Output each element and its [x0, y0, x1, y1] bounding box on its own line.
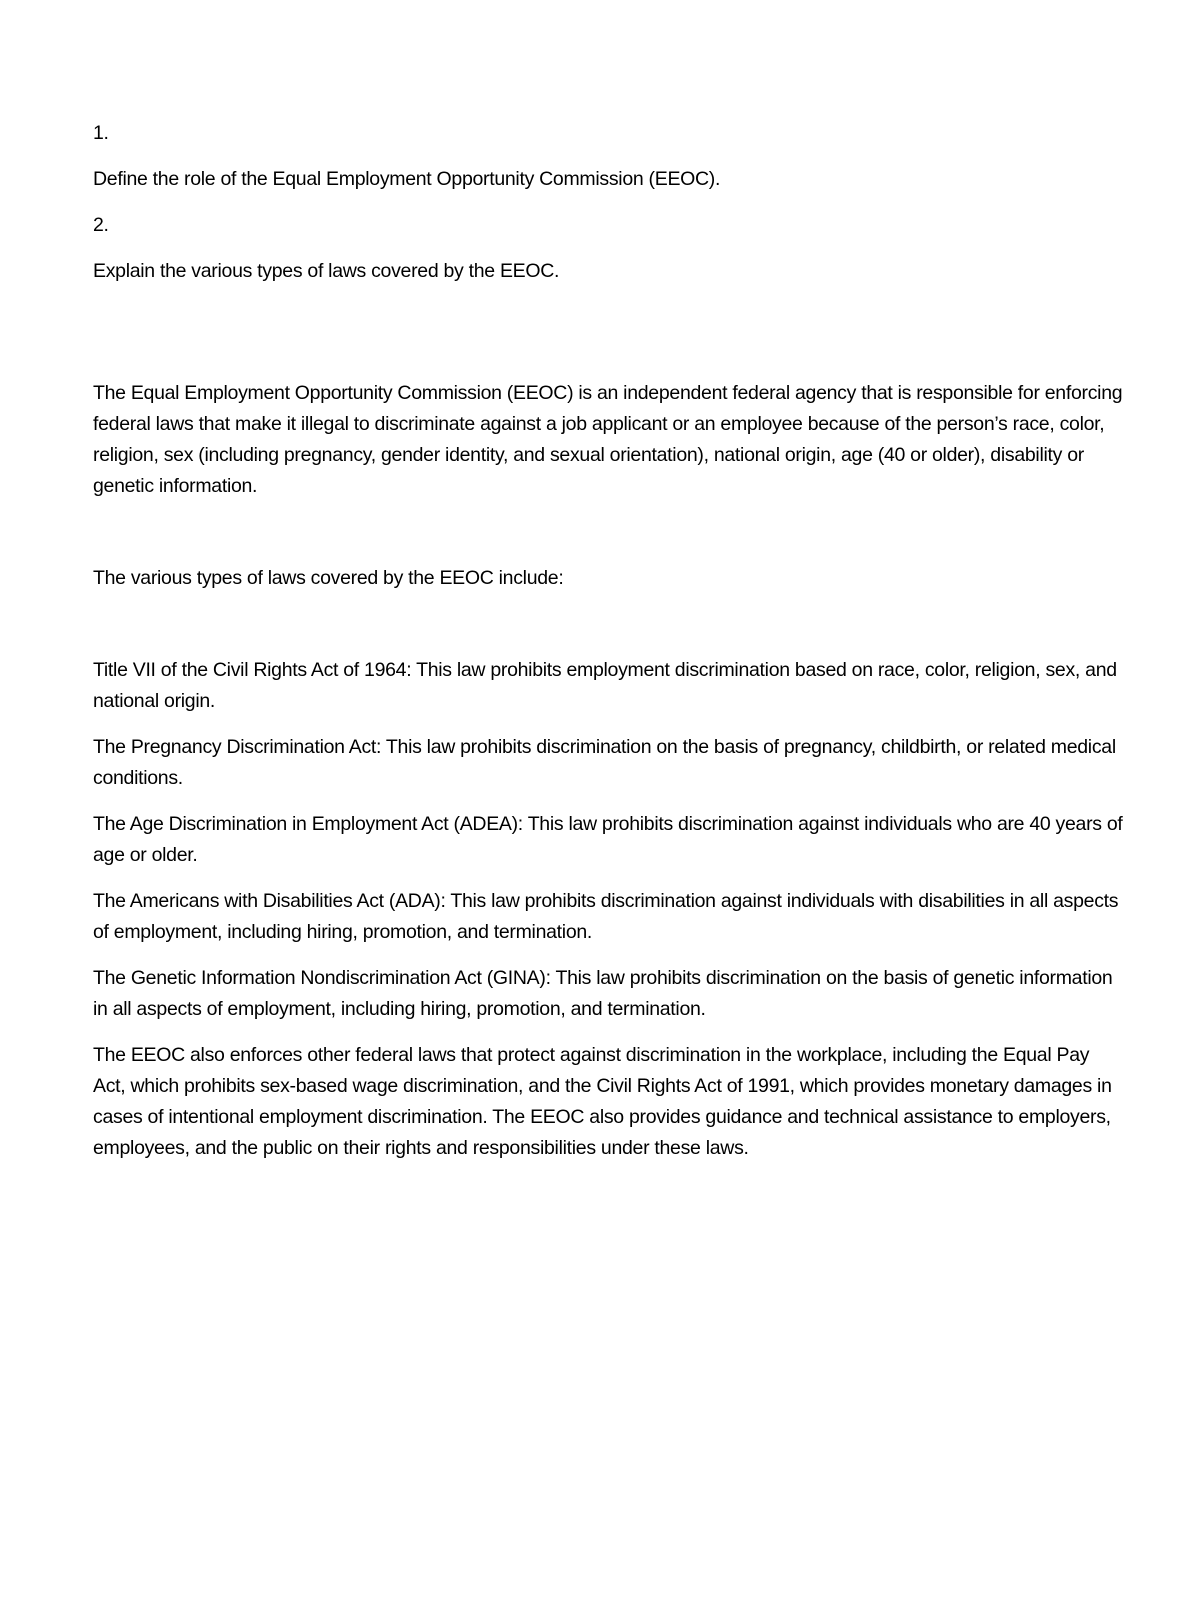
question-number: 1.: [93, 122, 109, 144]
law-paragraph: The Americans with Disabilities Act (ADA): This law prohibits discrimination against individuals with disabilities in all aspects of employment, including hiring, promotion, and termination.: [93, 890, 1119, 943]
laws-heading: The various types of laws covered by the EEOC include:: [93, 567, 564, 589]
law-paragraph: The Age Discrimination in Employment Act (ADEA): This law prohibits discrimination against individuals who are 40 years of age or older.: [93, 813, 1123, 866]
question-number: 2.: [93, 214, 109, 236]
question-text: Explain the various types of laws covered by the EEOC.: [93, 260, 560, 282]
document-body: [93, 118, 1123, 1179]
closing-paragraph: The EEOC also enforces other federal laws that protect against discrimination in the workplace, including the Equal Pay Act, which prohibits sex-based wage discrimination, and the Civil Rights Act of 1991, which provides monetary damages in cases of intentional employment discrimination. The EEOC also provides guidance and technical assistance to employers, employees, and the public on their rights and responsibilities under these laws.: [93, 1044, 1112, 1159]
question-text: Define the role of the Equal Employment Opportunity Commission (EEOC).: [93, 168, 721, 190]
law-paragraph: Title VII of the Civil Rights Act of 1964: This law prohibits employment discrimination based on race, color, religion, sex, and national origin.: [93, 659, 1117, 712]
intro-paragraph: The Equal Employment Opportunity Commission (EEOC) is an independent federal agency that is responsible for enforcing federal laws that make it illegal to discriminate against a job applicant or an employee because of the person’s race, color, religion, sex (including pregnancy, gender identity, and sexual orientation), national origin, age (40 or older), disability or genetic information.: [93, 382, 1123, 497]
law-paragraph: The Pregnancy Discrimination Act: This law prohibits discrimination on the basis of pregnancy, childbirth, or related medical conditions.: [93, 736, 1116, 789]
law-paragraph: The Genetic Information Nondiscrimination Act (GINA): This law prohibits discrimination on the basis of genetic information in all aspects of employment, including hiring, promotion, and termination.: [93, 967, 1113, 1020]
